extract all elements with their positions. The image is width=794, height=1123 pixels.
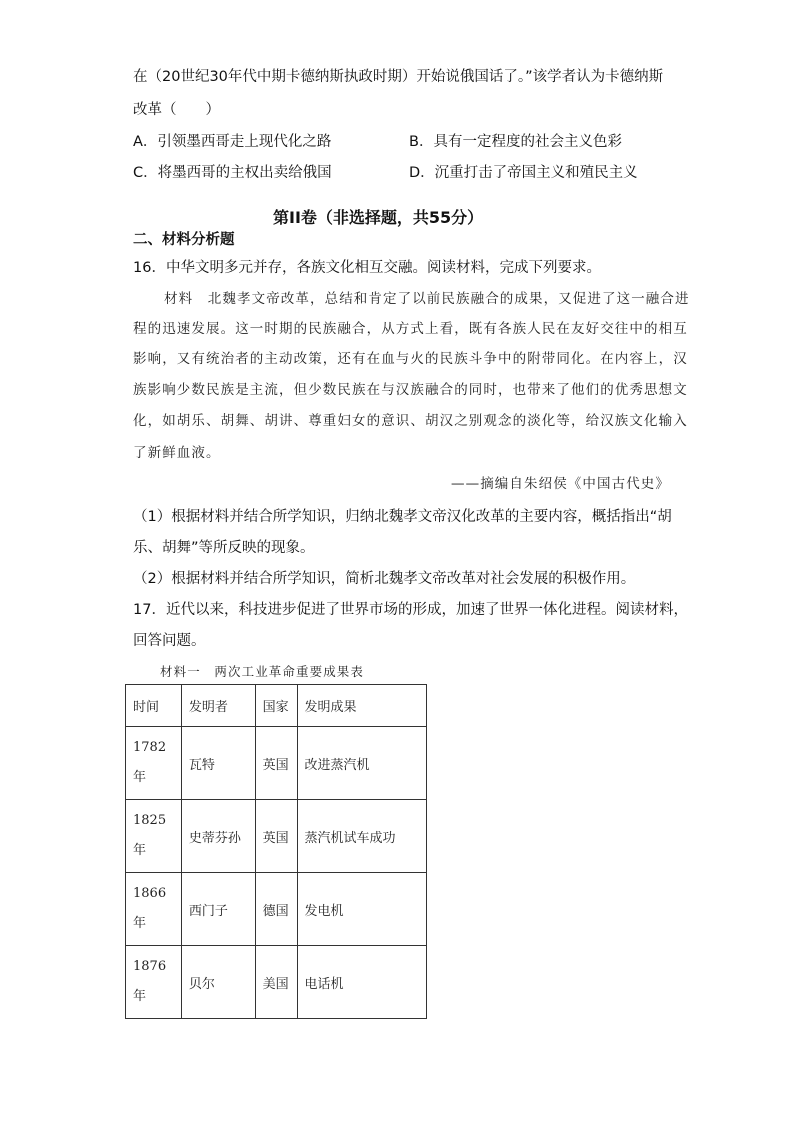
q17-stem-line2: 回答问题。 bbox=[133, 633, 206, 649]
cell-inventor: 瓦特 bbox=[181, 727, 255, 800]
q17-stem-line1: 17．近代以来，科技进步促进了世界市场的形成，加速了世界一体化进程。阅读材料， bbox=[133, 602, 688, 618]
q16-material-line: 影响，又有统治者的主动改策，还有在血与火的民族斗争中的附带同化。在内容上，汉 bbox=[133, 351, 688, 367]
cell-year: 1825 bbox=[133, 813, 167, 828]
cell-year: 1782 bbox=[133, 740, 167, 755]
cell-country: 德国 bbox=[255, 873, 297, 946]
q16-stem: 16．中华文明多元并存，各族文化相互交融。阅读材料，完成下列要求。 bbox=[133, 260, 601, 276]
cell-time bbox=[126, 800, 182, 873]
table-row bbox=[126, 946, 427, 1019]
cell-result: 改进蒸汽机 bbox=[297, 727, 426, 800]
q16-material-line: 程的迅速发展。这一时期的民族融合，从方式上看，既有各族人民在友好交往中的相互 bbox=[133, 321, 688, 337]
table-caption: 材料一 两次工业革命重要成果表 bbox=[160, 664, 365, 679]
column-header-country: 国家 bbox=[255, 685, 297, 727]
inventions-table bbox=[125, 684, 427, 1019]
section-subtitle: 二、材料分析题 bbox=[133, 232, 235, 248]
cell-year-suffix: 年 bbox=[133, 770, 147, 785]
cell-time bbox=[126, 727, 182, 800]
q16-source: ——摘编自朱绍侯《中国古代史》 bbox=[451, 476, 670, 492]
cell-result: 蒸汽机试车成功 bbox=[297, 800, 426, 873]
q15-option-b: B．具有一定程度的社会主义色彩 bbox=[409, 134, 622, 150]
cell-result: 电话机 bbox=[297, 946, 426, 1019]
cell-time bbox=[126, 873, 182, 946]
q16-sub2: （2）根据材料并结合所学知识，简析北魏孝文帝改革对社会发展的积极作用。 bbox=[133, 571, 636, 587]
cell-country: 美国 bbox=[255, 946, 297, 1019]
q16-material-line: 材料 北魏孝文帝改革，总结和肯定了以前民族融合的成果，又促进了这一融合进 bbox=[164, 291, 690, 307]
cell-year-suffix: 年 bbox=[133, 989, 147, 1004]
cell-country: 英国 bbox=[255, 727, 297, 800]
table-row bbox=[126, 873, 427, 946]
cell-year-suffix: 年 bbox=[133, 843, 147, 858]
column-header-time: 时间 bbox=[126, 685, 182, 727]
q15-option-d: D．沉重打击了帝国主义和殖民主义 bbox=[409, 165, 638, 181]
table-row bbox=[126, 800, 427, 873]
column-header-inventor: 发明者 bbox=[181, 685, 255, 727]
cell-year: 1876 bbox=[133, 959, 167, 974]
section-title: 第II卷（非选择题，共55分） bbox=[273, 208, 484, 227]
q15-option-a: A．引领墨西哥走上现代化之路 bbox=[133, 134, 332, 150]
q16-material-line: 族影响少数民族是主流，但少数民族在与汉族融合的同时，也带来了他们的优秀思想文 bbox=[133, 382, 688, 398]
cell-time bbox=[126, 946, 182, 1019]
q16-sub1-line1: （1）根据材料并结合所学知识，归纳北魏孝文帝汉化改革的主要内容，概括指出“胡 bbox=[133, 509, 672, 525]
cell-year: 1866 bbox=[133, 886, 167, 901]
q16-material-line: 了新鲜血液。 bbox=[133, 445, 221, 461]
cell-inventor: 贝尔 bbox=[181, 946, 255, 1019]
column-header-result: 发明成果 bbox=[297, 685, 426, 727]
cell-inventor: 西门子 bbox=[181, 873, 255, 946]
cell-country: 英国 bbox=[255, 800, 297, 873]
q15-option-c: C．将墨西哥的主权出卖给俄国 bbox=[133, 165, 332, 181]
table-row bbox=[126, 727, 427, 800]
q15-stem-line1: 在（20世纪30年代中期卡德纳斯执政时期）开始说俄国话了。”该学者认为卡德纳斯 bbox=[133, 69, 664, 85]
cell-result: 发电机 bbox=[297, 873, 426, 946]
q15-stem-line2: 改革（ ） bbox=[133, 102, 220, 118]
cell-year-suffix: 年 bbox=[133, 916, 147, 931]
table-header-row bbox=[126, 685, 427, 727]
cell-inventor: 史蒂芬孙 bbox=[181, 800, 255, 873]
q16-sub1-line2: 乐、胡舞”等所反映的现象。 bbox=[133, 540, 315, 556]
q16-material-line: 化，如胡乐、胡舞、胡讲、尊重妇女的意识、胡汉之别观念的淡化等，给汉族文化输入 bbox=[133, 413, 688, 429]
